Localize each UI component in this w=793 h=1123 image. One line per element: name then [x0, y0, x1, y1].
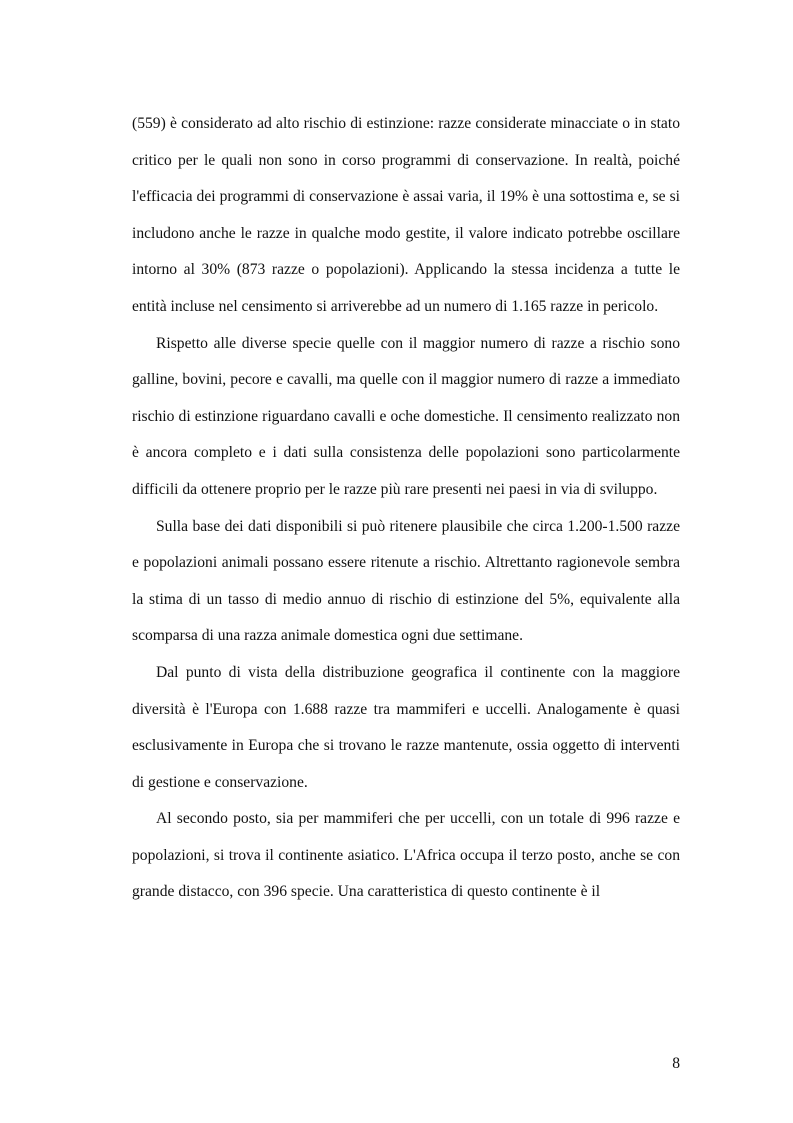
paragraph-risk-estimate: Sulla base dei dati disponibili si può ritenere plausibile che circa 1.200-1.500 razze e popolazioni animali possano essere ritenute a rischio. Altrettanto ragionevole sembra la stima di un tasso di medio annuo di rischio di estinzione del 5%, equivalente alla scomparsa di una razza animale domestica ogni due settimane.	[132, 517, 680, 645]
page-number: 8	[672, 1055, 680, 1072]
paragraph-asia-africa: Al secondo posto, sia per mammiferi che per uccelli, con un totale di 996 razze e popolazioni, si trova il continente asiatico. L'Africa occupa il terzo posto, anche se con grande distacco, con 396 specie. Una caratteristica di questo continente è il	[132, 810, 680, 901]
body-text	[132, 106, 680, 911]
paragraph-continued: (559) è considerato ad alto rischio di estinzione: razze considerate minacciate o in stato critico per le quali non sono in corso programmi di conservazione. In realtà, poiché l'efficacia dei programmi di conservazione è assai varia, il 19% è una sottostima e, se si includono anche le razze in qualche modo gestite, il valore indicato potrebbe oscillare intorno al 30% (873 razze o popolazioni). Applicando la stessa incidenza a tutte le entità incluse nel censimento si arriverebbe ad un numero di 1.165 razze in pericolo.	[132, 115, 680, 315]
paragraph-europe-diversity: Dal punto di vista della distribuzione geografica il continente con la maggiore diversità è l'Europa con 1.688 razze tra mammiferi e uccelli. Analogamente è quasi esclusivamente in Europa che si trovano le razze mantenute, ossia oggetto di interventi di gestione e conservazione.	[132, 663, 680, 791]
paragraph-species-risk: Rispetto alle diverse specie quelle con il maggior numero di razze a rischio sono galline, bovini, pecore e cavalli, ma quelle con il maggior numero di razze a immediato rischio di estinzione riguardano cavalli e oche domestiche. Il censimento realizzato non è ancora completo e i dati sulla consistenza delle popolazioni sono particolarmente difficili da ottenere proprio per le razze più rare presenti nei paesi in via di sviluppo.	[132, 334, 680, 498]
